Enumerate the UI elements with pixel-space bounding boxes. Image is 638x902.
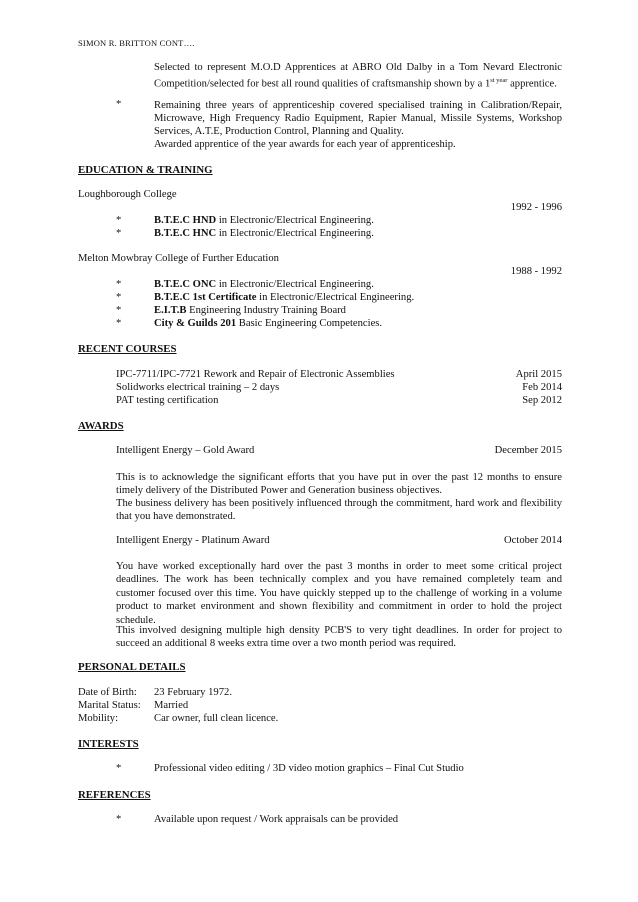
bullet-marker: * xyxy=(116,763,122,774)
apprentice-awarded: Awarded apprentice of the year awards for each year of apprenticeship. xyxy=(154,139,456,150)
qualification-item: B.T.E.C HND in Electronic/Electrical Engineering. xyxy=(154,215,374,226)
course-name: PAT testing certification xyxy=(116,395,219,406)
running-header: SIMON R. BRITTON CONT…. xyxy=(78,38,195,48)
award-description: This is to acknowledge the significant efforts that you have put in over the past 12 months to ensure timely delivery of the Distributed Power and Generation business objectives. xyxy=(116,472,562,497)
bullet-marker: * xyxy=(116,318,122,329)
personal-value: Married xyxy=(154,700,189,711)
awards-heading: AWARDS xyxy=(78,420,124,432)
course-name: IPC-7711/IPC-7721 Rework and Repair of Electronic Assemblies xyxy=(116,369,395,380)
personal-label: Marital Status: xyxy=(78,700,141,711)
apprentice-intro-end: apprentice. xyxy=(507,78,557,90)
award-description: You have worked exceptionally hard over the past 3 months in order to meet some critical project deadlines. The work has been technically complex and you have remained completely team and customer focused over this time. You have quickly stepped up to the challenge of working in a volume product to market environment and shown flexibility and commitment in order to hold the project schedule. xyxy=(116,561,562,626)
bullet-marker: * xyxy=(116,814,122,825)
award-date: December 2015 xyxy=(494,445,562,456)
course-date: April 2015 xyxy=(515,369,562,380)
course-date: Sep 2012 xyxy=(522,395,562,406)
qualification-item: B.T.E.C HNC in Electronic/Electrical Engineering. xyxy=(154,228,374,239)
bullet-marker: * xyxy=(116,279,122,290)
course-date: Feb 2014 xyxy=(522,382,562,393)
bullet-marker: * xyxy=(116,215,122,226)
bullet-marker: * xyxy=(116,228,122,239)
interest-item: Professional video editing / 3D video motion graphics – Final Cut Studio xyxy=(154,763,464,774)
college-name: Loughborough College xyxy=(78,189,177,200)
courses-heading: RECENT COURSES xyxy=(78,343,177,355)
qualification-item: B.T.E.C 1st Certificate in Electronic/Electrical Engineering. xyxy=(154,292,415,303)
award-title: Intelligent Energy - Platinum Award xyxy=(116,535,270,546)
award-description: The business delivery has been positively influenced through the commitment, hard work and flexibility that you have demonstrated. xyxy=(116,498,562,523)
apprentice-intro xyxy=(154,61,562,91)
reference-item: Available upon request / Work appraisals can be provided xyxy=(154,814,399,825)
qualification-item: City & Guilds 201 Basic Engineering Competencies. xyxy=(154,318,383,329)
education-heading: EDUCATION & TRAINING xyxy=(78,164,213,176)
references-heading: REFERENCES xyxy=(78,789,151,801)
award-date: October 2014 xyxy=(504,535,562,546)
college-name: Melton Mowbray College of Further Education xyxy=(78,253,279,264)
bullet-marker: * xyxy=(116,292,122,303)
bullet-marker: * xyxy=(116,305,122,316)
course-name: Solidworks electrical training – 2 days xyxy=(116,382,280,393)
qualification-item: E.I.T.B Engineering Industry Training Board xyxy=(154,305,346,316)
qualification-item: B.T.E.C ONC in Electronic/Electrical Engineering. xyxy=(154,279,374,290)
personal-label: Date of Birth: xyxy=(78,687,137,698)
apprentice-intro-sup: st year xyxy=(490,77,508,84)
college-years: 1988 - 1992 xyxy=(510,266,562,277)
college-years: 1992 - 1996 xyxy=(510,202,562,213)
award-description: This involved designing multiple high density PCB'S to very tight deadlines. In order for project to succeed an additional 8 weeks extra time over a two month period was required. xyxy=(116,625,562,650)
personal-label: Mobility: xyxy=(78,713,119,724)
personal-value: Car owner, full clean licence. xyxy=(154,713,279,724)
personal-value: 23 February 1972. xyxy=(154,687,232,698)
apprentice-intro-text: Selected to represent M.O.D Apprentices at ABRO Old Dalby in a Tom Nevard Electronic Competition/selected for best all round qualities of craftsmanship shown by a 1 xyxy=(154,62,562,90)
apprentice-remaining: Remaining three years of apprenticeship covered specialised training in Calibration/Repair, Microwave, High Frequency Radio Equipment, Rapier Manual, Missile Systems, Workshop Services, A.T.E, Production Control, Planning and Quality. xyxy=(154,100,562,137)
award-title: Intelligent Energy – Gold Award xyxy=(116,445,255,456)
interests-heading: INTERESTS xyxy=(78,738,139,750)
personal-heading: PERSONAL DETAILS xyxy=(78,661,186,673)
bullet-marker: * xyxy=(116,99,122,110)
